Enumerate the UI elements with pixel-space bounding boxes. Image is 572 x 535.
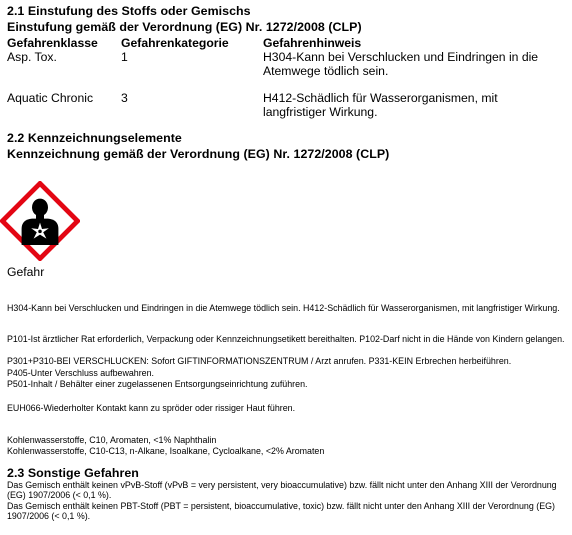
table-header-kategorie: Gefahrenkategorie bbox=[121, 36, 229, 50]
table-cell-klasse: Asp. Tox. bbox=[7, 50, 57, 64]
other-hazards-paragraph: Das Gemisch enthält keinen PBT-Stoff (PBT = persistent, bioaccumulative, toxic) bzw. fällt nicht unter den Anhang XIII der Verordnung (EG) 1907/2006 (< 0,1 %). bbox=[7, 501, 555, 522]
table-cell-kategorie: 3 bbox=[121, 91, 128, 105]
table-cell-kategorie: 1 bbox=[121, 50, 128, 64]
table-cell-klasse: Aquatic Chronic bbox=[7, 91, 94, 105]
section-2-2-heading: 2.2 Kennzeichnungselemente bbox=[7, 131, 182, 145]
ghs08-health-hazard-icon bbox=[0, 181, 80, 261]
table-cell-hinweis: H304-Kann bei Verschlucken und Eindringen in die Atemwege tödlich sein. bbox=[263, 50, 539, 79]
section-2-2-subheading: Kennzeichnung gemäß der Verordnung (EG) Nr. 1272/2008 (CLP) bbox=[7, 147, 390, 161]
table-cell-hinweis: H412-Schädlich für Wasserorganismen, mit langfristiger Wirkung. bbox=[263, 91, 498, 120]
table-header-hinweis: Gefahrenhinweis bbox=[263, 36, 362, 50]
euh-statement: EUH066-Wiederholter Kontakt kann zu spröder oder rissiger Haut führen. bbox=[7, 403, 296, 413]
precautionary-statement: P101-Ist ärztlicher Rat erforderlich, Verpackung oder Kennzeichnungsetikett bereithalten. P102-Darf nicht in die Hände von Kindern gelangen. bbox=[7, 334, 565, 344]
hazard-statements: H304-Kann bei Verschlucken und Eindringen in die Atemwege tödlich sein. H412-Schädlich für Wasserorganismen, mit langfristiger Wirkung. bbox=[7, 303, 560, 313]
precautionary-statement: P405-Unter Verschluss aufbewahren. bbox=[7, 368, 155, 378]
section-2-1-heading: 2.1 Einstufung des Stoffs oder Gemischs bbox=[7, 4, 251, 18]
other-hazards-paragraph: Das Gemisch enthält keinen vPvB-Stoff (vPvB = very persistent, very bioaccumulative) bzw. fällt nicht unter den Anhang XIII der Verordnung (EG) 1907/2006 (< 0,1 %). bbox=[7, 480, 557, 501]
signal-word: Gefahr bbox=[7, 265, 45, 279]
ingredient-line: Kohlenwasserstoffe, C10, Aromaten, <1% Naphthalin bbox=[7, 435, 217, 445]
ingredient-line: Kohlenwasserstoffe, C10-C13, n-Alkane, Isoalkane, Cycloalkane, <2% Aromaten bbox=[7, 446, 325, 456]
table-header-klasse: Gefahrenklasse bbox=[7, 36, 98, 50]
precautionary-statement: P301+P310-BEI VERSCHLUCKEN: Sofort GIFTINFORMATIONSZENTRUM / Arzt anrufen. P331-KEIN Erbrechen herbeiführen. bbox=[7, 356, 512, 366]
section-2-1-subheading: Einstufung gemäß der Verordnung (EG) Nr. 1272/2008 (CLP) bbox=[7, 20, 362, 34]
section-2-3-heading: 2.3 Sonstige Gefahren bbox=[7, 466, 139, 480]
precautionary-statement: P501-Inhalt / Behälter einer zugelassenen Entsorgungseinrichtung zuführen. bbox=[7, 379, 308, 389]
